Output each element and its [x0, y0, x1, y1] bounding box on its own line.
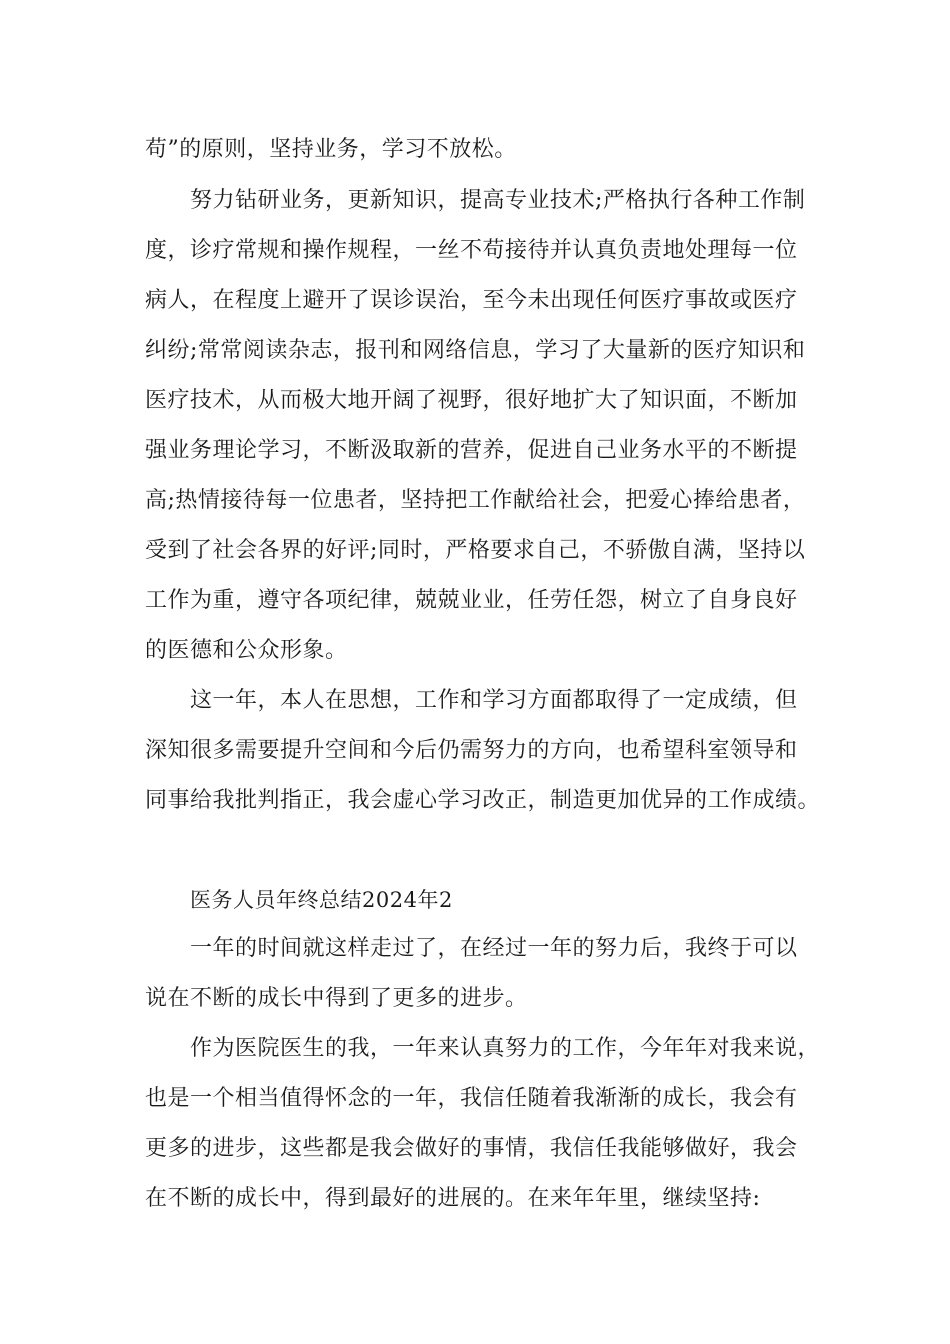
paragraph-2-line-4: 纠纷;常常阅读杂志，报刊和网络信息，学习了大量新的医疗知识和: [145, 338, 806, 363]
paragraph-4-line-2: 说在不断的成长中得到了更多的进步。: [145, 986, 528, 1011]
paragraph-5-line-3: 更多的进步，这些都是我会做好的事情，我信任我能够做好，我会: [145, 1136, 798, 1161]
paragraph-2-line-3: 病人，在程度上避开了误诊误治，至今未出现任何医疗事故或医疗: [145, 288, 798, 313]
paragraph-5-line-4: 在不断的成长中，得到最好的进展的。在来年年里，继续坚持:: [145, 1186, 761, 1211]
paragraph-2-line-5: 医疗技术，从而极大地开阔了视野，很好地扩大了知识面，不断加: [145, 388, 798, 413]
paragraph-5-line-2: 也是一个相当值得怀念的一年，我信任随着我渐渐的成长，我会有: [145, 1086, 798, 1111]
paragraph-2-line-9: 工作为重，遵守各项纪律，兢兢业业，任劳任怨，树立了自身良好: [145, 588, 798, 613]
paragraph-3-line-2: 深知很多需要提升空间和今后仍需努力的方向，也希望科室领导和: [145, 738, 798, 763]
paragraph-2-line-1: 努力钻研业务，更新知识，提高专业技术;严格执行各种工作制: [190, 188, 806, 213]
paragraph-5-line-1: 作为医院医生的我，一年来认真努力的工作，今年年对我来说，: [190, 1036, 821, 1061]
paragraph-3-line-3: 同事给我批判指正，我会虚心学习改正，制造更加优异的工作成绩。: [145, 788, 821, 813]
paragraph-2-line-6: 强业务理论学习，不断汲取新的营养，促进自己业务水平的不断提: [145, 438, 798, 463]
paragraph-1-line-1: 苟”的原则，坚持业务，学习不放松。: [145, 137, 517, 162]
paragraph-2-line-7: 高;热情接待每一位患者，坚持把工作献给社会，把爱心捧给患者，: [145, 488, 806, 513]
paragraph-2-line-8: 受到了社会各界的好评;同时，严格要求自己，不骄傲自满，坚持以: [145, 538, 806, 563]
paragraph-2-line-2: 度，诊疗常规和操作规程，一丝不苟接待并认真负责地处理每一位: [145, 238, 798, 263]
paragraph-4-line-1: 一年的时间就这样走过了，在经过一年的努力后，我终于可以: [190, 936, 798, 961]
paragraph-3-line-1: 这一年，本人在思想，工作和学习方面都取得了一定成绩，但: [190, 688, 798, 713]
paragraph-2-line-10: 的医德和公众形象。: [145, 638, 348, 663]
section-heading: 医务人员年终总结2024年2: [190, 888, 453, 912]
